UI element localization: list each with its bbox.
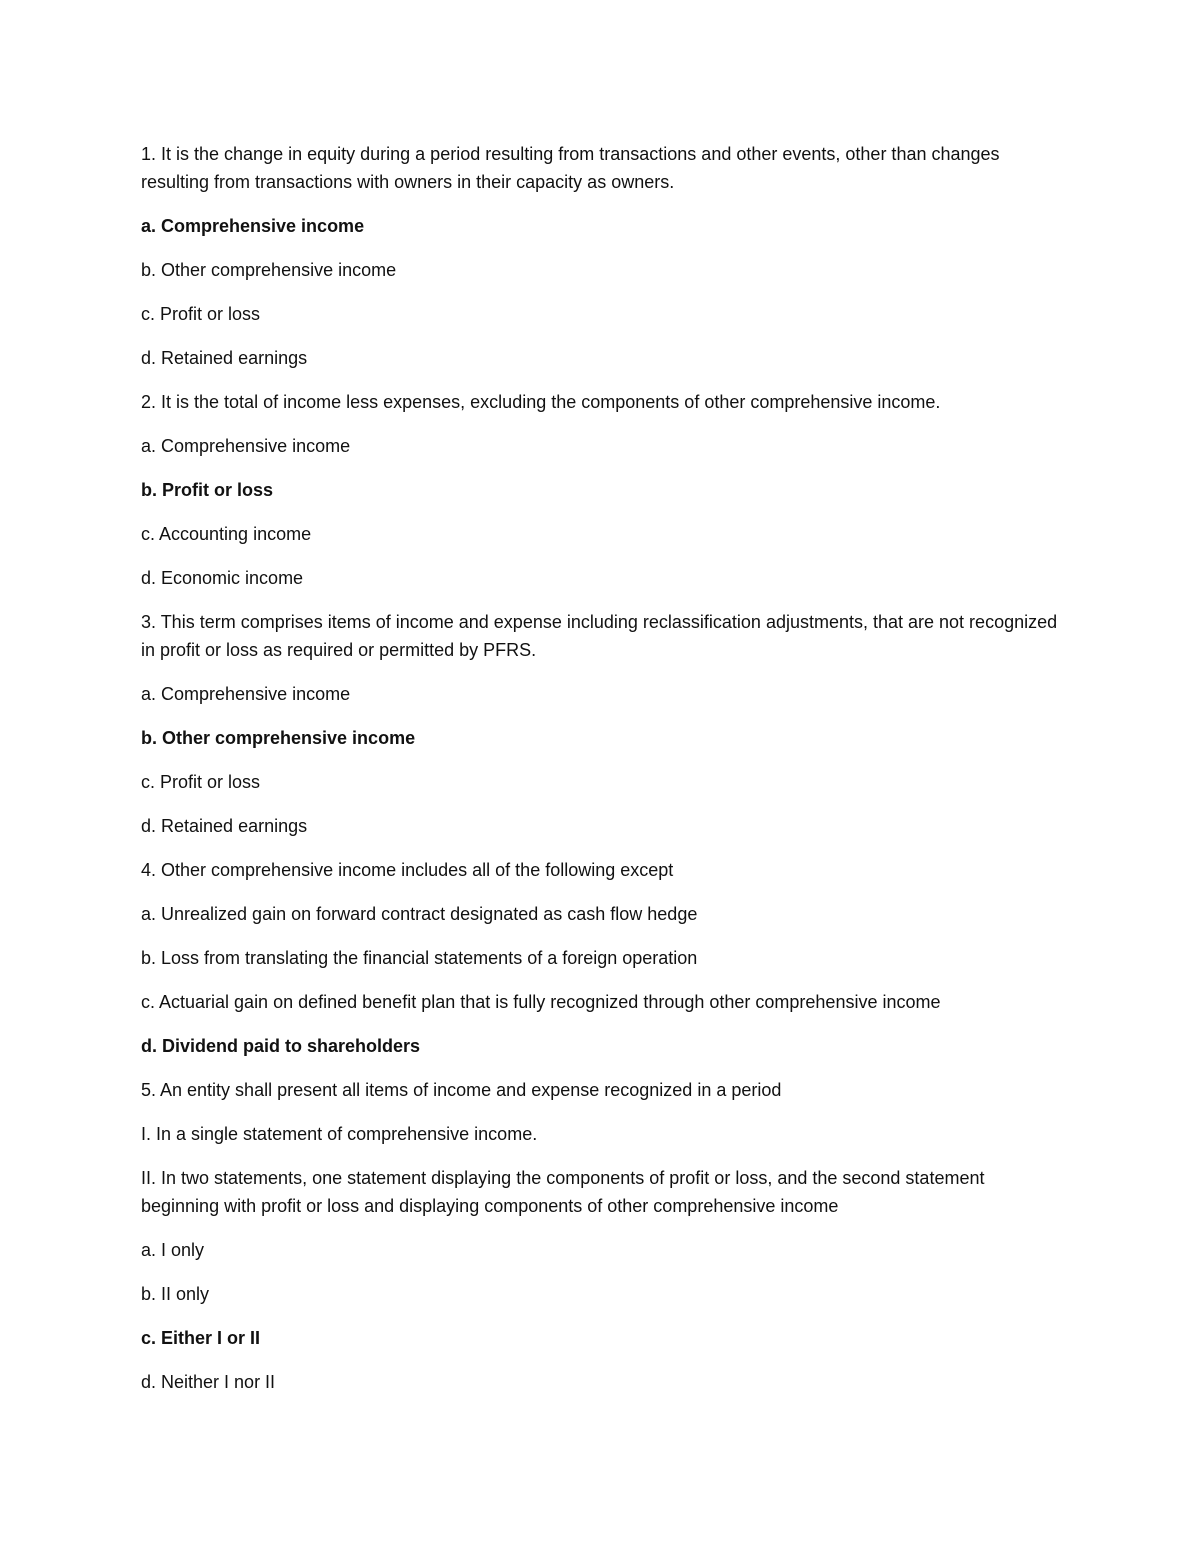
question-stem: 3. This term comprises items of income and expense including reclassification adjustments, that are not recognized in profit or loss as required or permitted by PFRS. <box>141 612 1058 660</box>
answer-choice: d. Retained earnings <box>141 348 308 368</box>
answer-choice: d. Retained earnings <box>141 816 308 836</box>
answer-choice: d. Economic income <box>141 568 304 588</box>
answer-choice-correct: d. Dividend paid to shareholders <box>141 1036 421 1056</box>
question-stem: 1. It is the change in equity during a period resulting from transactions and other events, other than changes resulting from transactions with owners in their capacity as owners. <box>141 144 1000 192</box>
answer-choice: b. II only <box>141 1284 210 1304</box>
answer-choice: a. Comprehensive income <box>141 684 351 704</box>
answer-choice: c. Profit or loss <box>141 772 261 792</box>
answer-choice: c. Profit or loss <box>141 304 261 324</box>
document-page <box>141 140 1061 1412</box>
statement-item: II. In two statements, one statement displaying the components of profit or loss, and the second statement beginning with profit or loss and displaying components of other comprehensive income <box>141 1168 985 1216</box>
answer-choice: b. Other comprehensive income <box>141 260 397 280</box>
answer-choice-correct: a. Comprehensive income <box>141 216 365 236</box>
question-stem: 4. Other comprehensive income includes all of the following except <box>141 860 674 880</box>
answer-choice: a. Comprehensive income <box>141 436 351 456</box>
answer-choice: c. Accounting income <box>141 524 312 544</box>
question-stem: 5. An entity shall present all items of income and expense recognized in a period <box>141 1080 782 1100</box>
answer-choice: a. I only <box>141 1240 205 1260</box>
answer-choice: a. Unrealized gain on forward contract designated as cash flow hedge <box>141 904 698 924</box>
question-stem: 2. It is the total of income less expenses, excluding the components of other comprehensive income. <box>141 392 941 412</box>
answer-choice: c. Actuarial gain on defined benefit plan that is fully recognized through other comprehensive income <box>141 992 941 1012</box>
answer-choice: d. Neither I nor II <box>141 1372 276 1392</box>
statement-item: I. In a single statement of comprehensive income. <box>141 1124 538 1144</box>
answer-choice-correct: c. Either I or II <box>141 1328 261 1348</box>
answer-choice-correct: b. Profit or loss <box>141 480 274 500</box>
answer-choice: b. Loss from translating the financial statements of a foreign operation <box>141 948 698 968</box>
answer-choice-correct: b. Other comprehensive income <box>141 728 416 748</box>
